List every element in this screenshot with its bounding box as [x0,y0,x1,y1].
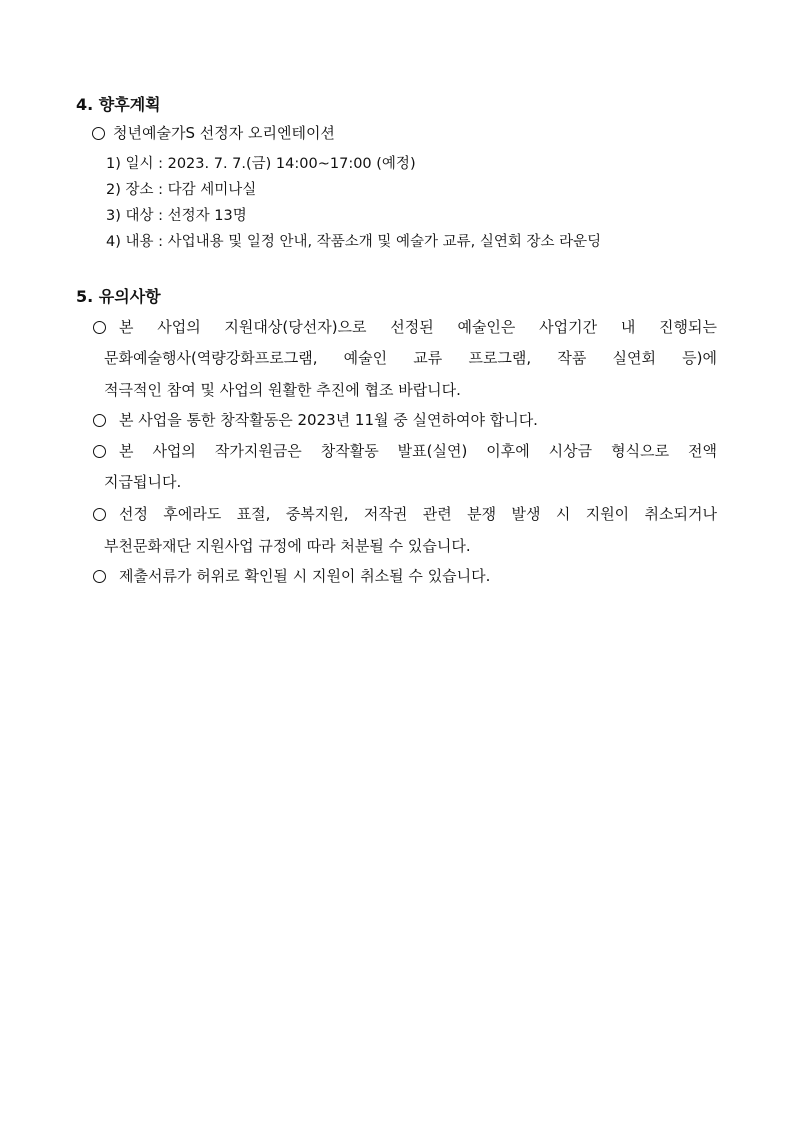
note-3-line-1: 본 사업의 작가지원금은 창작활동 발표(실연) 이후에 시상금 형식으로 전액 [119,442,717,460]
section-4-title: 4. 향후계획 [76,95,161,114]
note-5-line-1: 제출서류가 허위로 확인될 시 지원이 취소될 수 있습니다. [119,567,491,585]
note-2-line-1: 본 사업을 통한 창작활동은 2023년 11월 중 실연하여야 합니다. [119,411,538,429]
section-4-bullet [92,123,335,143]
note-4-line-1: 선정 후에라도 표절, 중복지원, 저작권 관련 분쟁 발생 시 지원이 취소되거나 [119,505,717,523]
plan-item-content: 4) 내용 : 사업내용 및 일정 안내, 작품소개 및 예술가 교류, 실연회 장소 라운딩 [106,234,602,250]
circle-bullet-icon [93,414,106,427]
circle-bullet-icon [92,127,105,140]
note-1-line-1: 본 사업의 지원대상(당선자)으로 선정된 예술인은 사업기간 내 진행되는 [119,318,717,336]
plan-item-date: 1) 일시 : 2023. 7. 7.(금) 14:00~17:00 (예정) [106,156,416,172]
circle-bullet-icon [93,445,106,458]
section-4-bullet-text: 청년예술가S 선정자 오리엔테이션 [113,124,335,142]
circle-bullet-icon [93,570,106,583]
plan-item-target: 3) 대상 : 선정자 13명 [106,208,247,224]
plan-item-place: 2) 장소 : 다감 세미나실 [106,182,257,198]
note-4-line-2: 부천문화재단 지원사업 규정에 따라 처분될 수 있습니다. [104,537,471,555]
note-3-line-2: 지급됩니다. [104,473,182,491]
circle-bullet-icon [93,508,106,521]
note-1-line-3: 적극적인 참여 및 사업의 원활한 추진에 협조 바랍니다. [104,381,461,399]
circle-bullet-icon [93,321,106,334]
section-5-title: 5. 유의사항 [76,287,161,306]
note-1-line-2: 문화예술행사(역량강화프로그램, 예술인 교류 프로그램, 작품 실연회 등)에 [104,349,717,367]
